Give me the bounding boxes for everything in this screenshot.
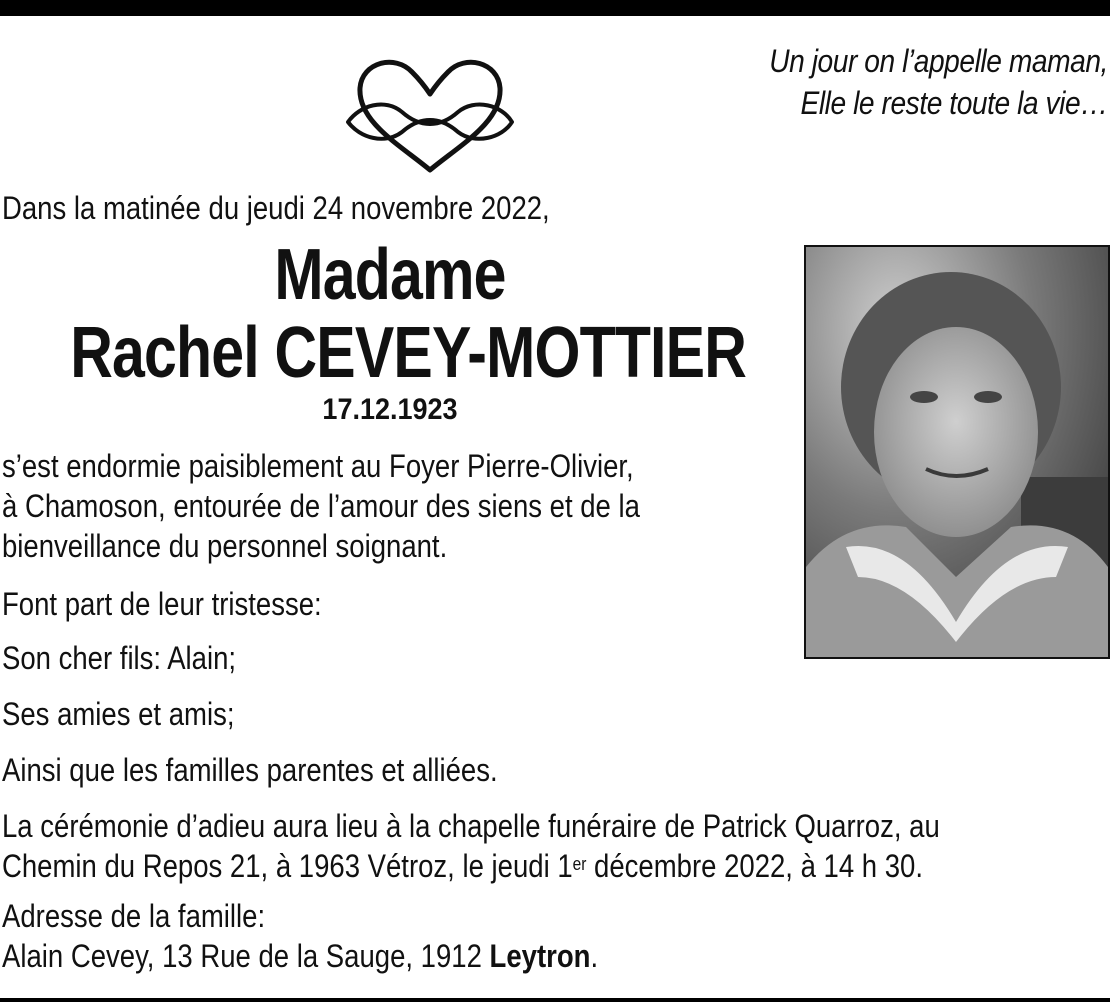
ceremony-line-2 (2, 846, 940, 886)
passing-statement (2, 446, 640, 566)
family-address-label: Adresse de la famille: (2, 898, 266, 934)
ceremony-line-1: La cérémonie d’adieu aura lieu à la chapelle funéraire de Patrick Quarroz, au (2, 808, 940, 844)
ordinal-suffix: er (572, 854, 587, 874)
body-line-3: bienveillance du personnel soignant. (2, 528, 448, 564)
mourner-son: Son cher fils: Alain; (2, 640, 237, 676)
top-rule (0, 0, 1110, 16)
ceremony-details (2, 806, 940, 886)
quote-line-1: Un jour on l’appelle maman, (769, 43, 1108, 79)
epigraph-quote (769, 40, 1108, 124)
infinity-heart-icon (340, 50, 520, 175)
ceremony-line-2-prefix: Chemin du Repos 21, à 1963 Vétroz, le jeudi 1 (2, 848, 573, 884)
body-line-2: à Chamoson, entourée de l’amour des siens et de la (2, 488, 640, 524)
intro-text: Dans la matinée du jeudi 24 novembre 2022, (2, 190, 550, 226)
deceased-name: Rachel CEVEY-MOTTIER (70, 313, 747, 393)
birth-date: 17.12.1923 (322, 393, 458, 426)
mourners-intro: Font part de leur tristesse: (2, 586, 322, 622)
body-line-1: s’est endormie paisiblement au Foyer Pierre-Olivier, (2, 448, 634, 484)
ceremony-line-2-suffix: décembre 2022, à 14 h 30. (586, 848, 924, 884)
mourner-friends: Ses amies et amis; (2, 696, 235, 732)
quote-line-2: Elle le reste toute la vie… (800, 85, 1108, 121)
deceased-name-block (0, 236, 780, 428)
family-address-line (2, 936, 598, 976)
mourner-families: Ainsi que les familles parentes et alliées. (2, 752, 498, 788)
family-address (2, 896, 598, 976)
family-address-suffix: . (590, 938, 599, 974)
family-address-city: Leytron (489, 938, 591, 974)
portrait-photo (804, 245, 1110, 659)
deceased-title: Madame (274, 235, 506, 315)
bottom-rule (0, 998, 1110, 1002)
family-address-prefix: Alain Cevey, 13 Rue de la Sauge, 1912 (2, 938, 490, 974)
portrait-image (806, 247, 1108, 657)
